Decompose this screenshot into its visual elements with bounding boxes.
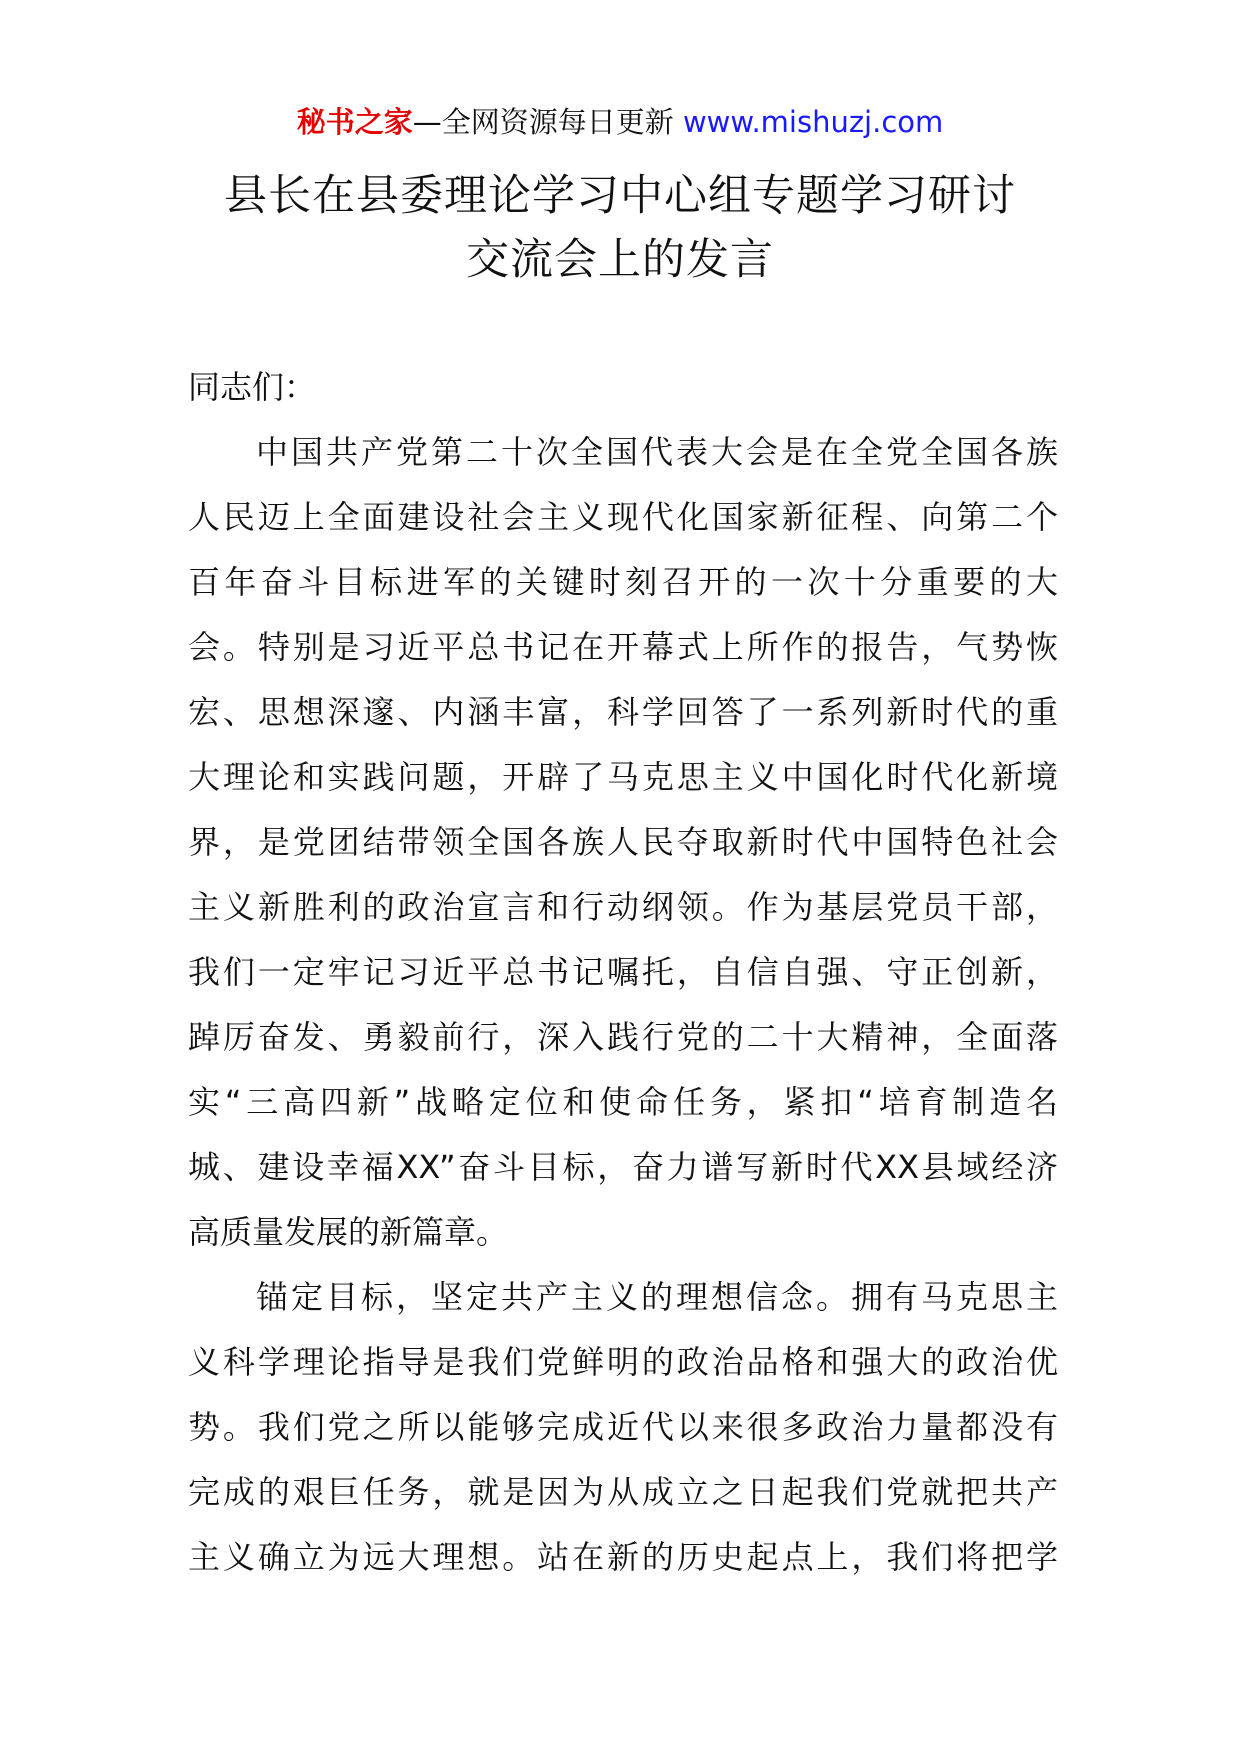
paragraph-line: 大理论和实践问题，开辟了马克思主义中国化时代化新境 <box>188 758 1058 796</box>
paragraph-line: 踔厉奋发、勇毅前行，深入践行党的二十大精神，全面落 <box>188 1018 1058 1056</box>
site-url[interactable]: www.mishuzj.com <box>682 105 944 139</box>
title-line-2: 交流会上的发言 <box>466 235 774 285</box>
paragraph-line: 百年奋斗目标进军的关键时刻召开的一次十分重要的大 <box>188 563 1058 601</box>
paragraph-line: 锚定目标，坚定共产主义的理想信念。拥有马克思主 <box>256 1278 1058 1316</box>
paragraph-line: 我们一定牢记习近平总书记嘱托，自信自强、守正创新， <box>188 953 1058 991</box>
paragraph-line: 完成的艰巨任务，就是因为从成立之日起我们党就把共产 <box>188 1473 1058 1511</box>
salutation: 同志们： <box>188 368 317 406</box>
paragraph-line: 义科学理论指导是我们党鲜明的政治品格和强大的政治优 <box>188 1343 1058 1381</box>
paragraph-1 <box>188 420 1058 1265</box>
site-brand: 秘书之家 <box>296 105 413 139</box>
document-body <box>188 355 1058 1590</box>
title-line-1: 县长在县委理论学习中心组专题学习研讨 <box>224 171 1016 221</box>
paragraph-line: 宏、思想深邃、内涵丰富，科学回答了一系列新时代的重 <box>188 693 1058 731</box>
paragraph-line: 高质量发展的新篇章。 <box>188 1213 509 1251</box>
site-tagline: —全网资源每日更新 <box>412 105 683 139</box>
paragraph-line: 人民迈上全面建设社会主义现代化国家新征程、向第二个 <box>188 498 1058 536</box>
paragraph-line: 实“三高四新”战略定位和使命任务，紧扣“培育制造名 <box>188 1083 1058 1121</box>
paragraph-2 <box>188 1265 1058 1590</box>
paragraph-line: 中国共产党第二十次全国代表大会是在全党全国各族 <box>256 433 1058 471</box>
paragraph-line: 城、建设幸福XX”奋斗目标，奋力谱写新时代XX县域经济 <box>188 1148 1058 1186</box>
site-header <box>0 102 1240 142</box>
paragraph-line: 主义新胜利的政治宣言和行动纲领。作为基层党员干部， <box>188 888 1058 926</box>
document-title <box>150 164 1090 292</box>
paragraph-line: 主义确立为远大理想。站在新的历史起点上，我们将把学 <box>188 1538 1058 1576</box>
paragraph-line: 界，是党团结带领全国各族人民夺取新时代中国特色社会 <box>188 823 1058 861</box>
paragraph-line: 势。我们党之所以能够完成近代以来很多政治力量都没有 <box>188 1408 1058 1446</box>
paragraph-line: 会。特别是习近平总书记在开幕式上所作的报告，气势恢 <box>188 628 1058 666</box>
